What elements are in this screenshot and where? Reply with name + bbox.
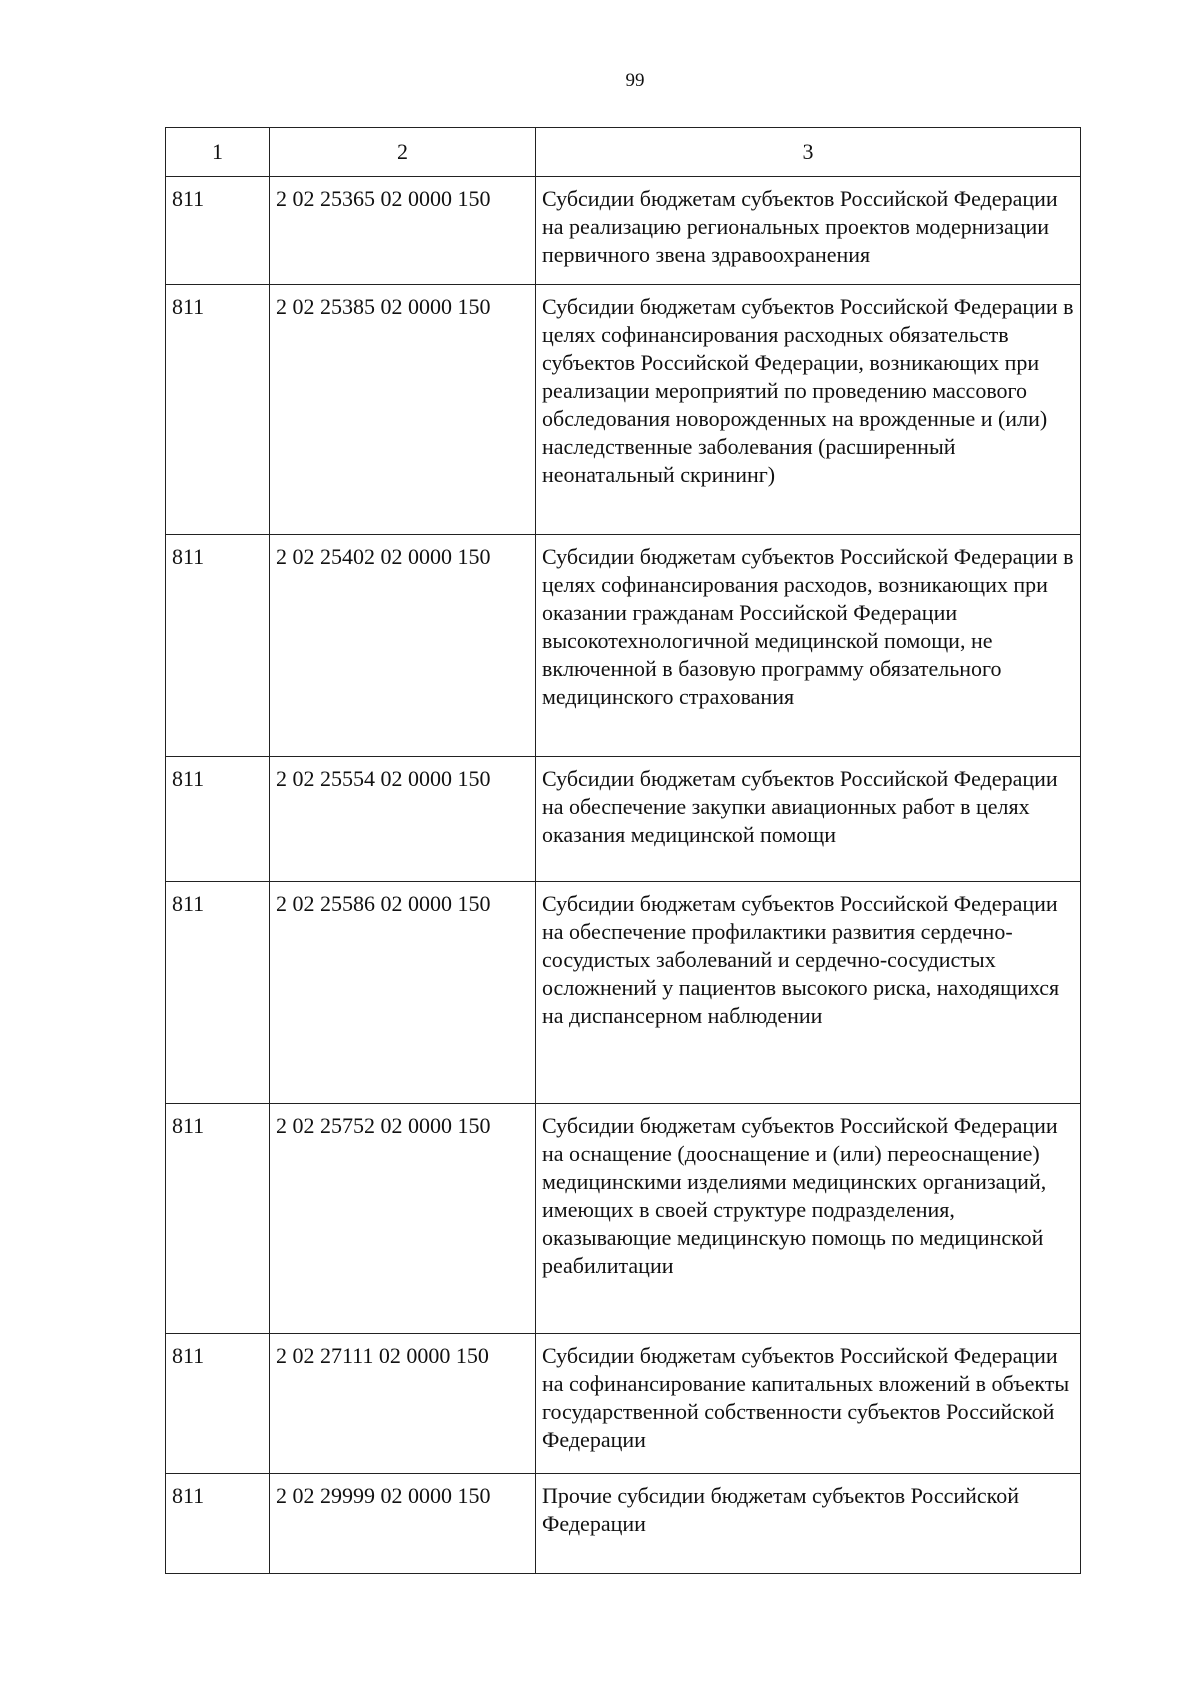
budget-code-cell: 2 02 25586 02 0000 150: [270, 882, 536, 1104]
admin-code-cell: 811: [166, 1334, 270, 1474]
column-header-2: 2: [270, 128, 536, 177]
table-row: [166, 535, 1081, 757]
admin-code-cell: 811: [166, 1474, 270, 1574]
admin-code-cell: 811: [166, 1104, 270, 1334]
description-cell: Субсидии бюджетам субъектов Российской Федерации на оснащение (дооснащение и (или) переоснащение) медицинскими изделиями медицинских организаций, имеющих в своей структуре подразделения, оказывающие медицинскую помощь по медицинской реабилитации: [536, 1104, 1081, 1334]
admin-code-cell: 811: [166, 535, 270, 757]
description-cell: Субсидии бюджетам субъектов Российской Федерации в целях софинансирования расходов, возникающих при оказании гражданам Российской Федерации высокотехнологичной медицинской помощи, не включенной в базовую программу обязательного медицинского страхования: [536, 535, 1081, 757]
page-number: 99: [625, 70, 645, 91]
table-row: [166, 882, 1081, 1104]
budget-code-cell: 2 02 25752 02 0000 150: [270, 1104, 536, 1334]
table-row: [166, 285, 1081, 535]
table-row: [166, 757, 1081, 882]
budget-code-cell: 2 02 25554 02 0000 150: [270, 757, 536, 882]
table-row: [166, 1474, 1081, 1574]
description-cell: Субсидии бюджетам субъектов Российской Федерации в целях софинансирования расходных обязательств субъектов Российской Федерации, возникающих при реализации мероприятий по проведению массового обследования новорожденных на врожденные и (или) наследственные заболевания (расширенный неонатальный скрининг): [536, 285, 1081, 535]
column-header-1: 1: [166, 128, 270, 177]
description-cell: Субсидии бюджетам субъектов Российской Федерации на реализацию региональных проектов модернизации первичного звена здравоохранения: [536, 177, 1081, 285]
budget-code-cell: 2 02 27111 02 0000 150: [270, 1334, 536, 1474]
table-header-row: [166, 128, 1081, 177]
budget-codes-table: [165, 127, 1081, 1574]
budget-code-cell: 2 02 29999 02 0000 150: [270, 1474, 536, 1574]
description-cell: Прочие субсидии бюджетам субъектов Российской Федерации: [536, 1474, 1081, 1574]
table-row: [166, 177, 1081, 285]
table-row: [166, 1104, 1081, 1334]
description-cell: Субсидии бюджетам субъектов Российской Федерации на обеспечение закупки авиационных работ в целях оказания медицинской помощи: [536, 757, 1081, 882]
column-header-3: 3: [536, 128, 1081, 177]
budget-code-cell: 2 02 25365 02 0000 150: [270, 177, 536, 285]
budget-code-cell: 2 02 25385 02 0000 150: [270, 285, 536, 535]
admin-code-cell: 811: [166, 882, 270, 1104]
description-cell: Субсидии бюджетам субъектов Российской Федерации на обеспечение профилактики развития сердечно-сосудистых заболеваний и сердечно-сосудистых осложнений у пациентов высокого риска, находящихся на диспансерном наблюдении: [536, 882, 1081, 1104]
admin-code-cell: 811: [166, 285, 270, 535]
budget-code-cell: 2 02 25402 02 0000 150: [270, 535, 536, 757]
table-row: [166, 1334, 1081, 1474]
admin-code-cell: 811: [166, 757, 270, 882]
admin-code-cell: 811: [166, 177, 270, 285]
description-cell: Субсидии бюджетам субъектов Российской Федерации на софинансирование капитальных вложений в объекты государственной собственности субъектов Российской Федерации: [536, 1334, 1081, 1474]
